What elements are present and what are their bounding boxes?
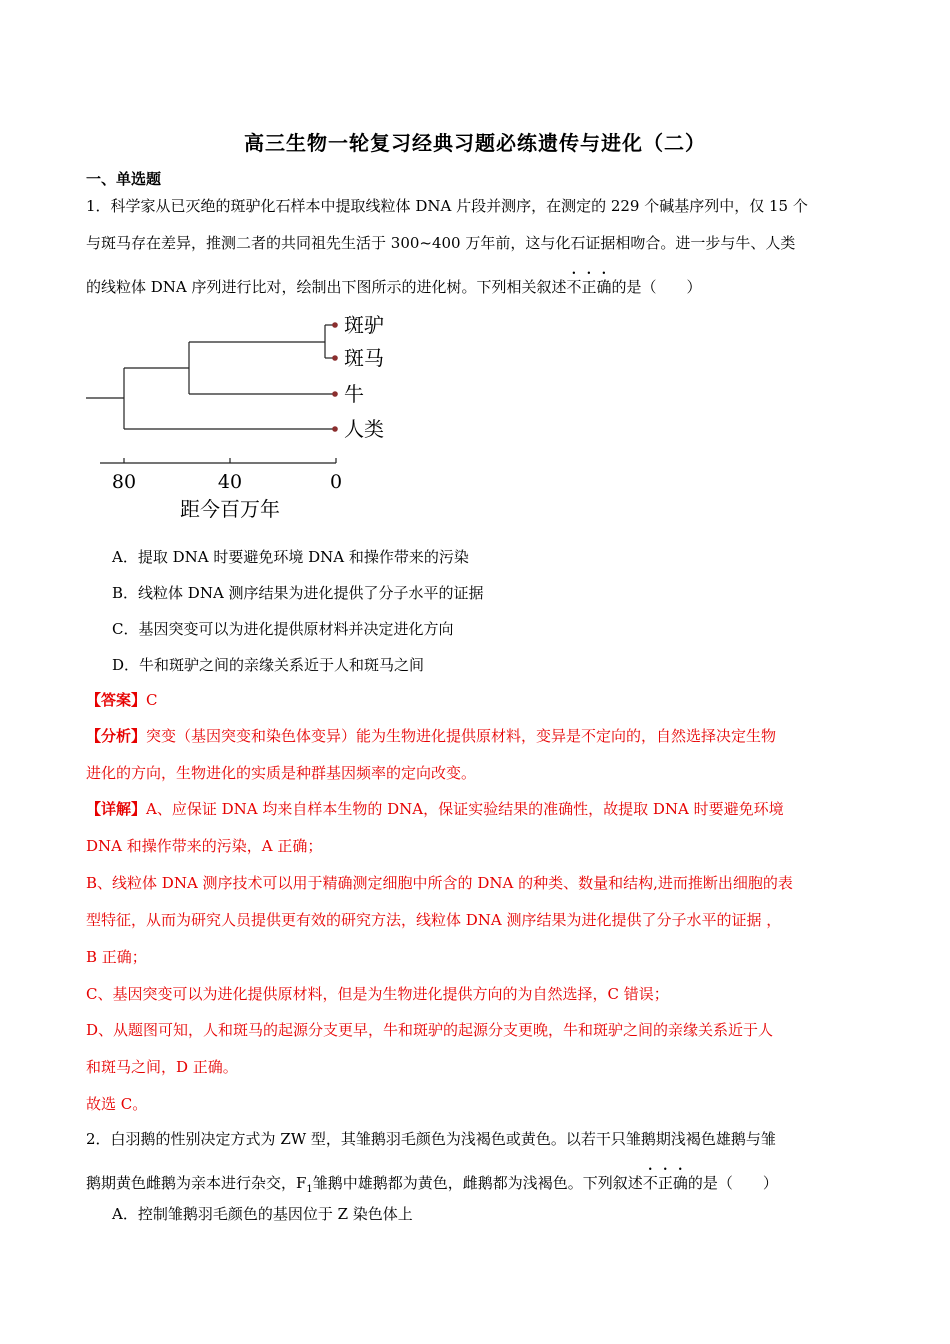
axis-label: 距今百万年 [180,497,280,521]
time-axis [100,458,336,463]
tree-leaf-label: 斑马 [344,346,384,370]
q1-detail-d-line-1: D、从题图可知，人和斑马的起源分支更早，牛和斑驴的起源分支更晚，牛和斑驴之间的亲缘关系近于人 [86,1021,774,1039]
evolution-tree-figure [80,300,410,525]
leaf-dot [332,391,338,397]
analysis-tag: 【分析】 [86,727,147,745]
q1-analysis-line-2: 进化的方向，生物进化的实质是种群基因频率的定向改变。 [86,764,477,782]
q1-stem-line-1: 1．科学家从已灭绝的斑驴化石样本中提取线粒体 DNA 片段并测序，在测定的 229 个碱基序列中，仅 15 个 [86,197,808,215]
q2-stem-line-2 [86,1165,778,1195]
page-title: 高三生物一轮复习经典习题必练遗传与进化（二） [244,131,706,155]
answer-value: C [146,691,158,709]
q1-conclusion: 故选 C。 [86,1095,148,1113]
leaf-dot [332,322,338,328]
q1-detail-d-line-2: 和斑马之间，D 正确。 [86,1058,238,1076]
q1-detail-b-line-3: B 正确； [86,948,147,966]
q2-stem-line-2-pre: 鹅期黄色雌鹅为亲本进行杂交，F [86,1174,307,1192]
q1-analysis-line-1 [86,725,776,746]
tree-leaf-label: 人类 [344,417,384,441]
section-heading: 一、单选题 [86,170,162,188]
q1-option-b: B．线粒体 DNA 测序结果为进化提供了分子水平的证据 [112,584,484,602]
analysis-text: 突变（基因突变和染色体变异）能为生物进化提供原材料，变异是不定向的，自然选择决定生物 [146,727,777,745]
leaf-dot [332,355,338,361]
q1-detail-b-line-2: 型特征，从而为研究人员提供更有效的研究方法，线粒体 DNA 测序结果为进化提供了分子水平的证据 ， [86,911,782,929]
detail-tag: 【详解】 [86,800,147,818]
detail-text: A、应保证 DNA 均来自样本生物的 DNA，保证实验结果的准确性，故提取 DNA 时要避免环境 [146,800,784,818]
answer-tag: 【答案】 [86,691,147,709]
q1-detail-a-line-1 [86,798,784,819]
axis-tick-label: 0 [329,471,343,493]
q1-emphasis: 不正确 [566,278,612,296]
q2-option-a: A．控制雏鹅羽毛颜色的基因位于 Z 染色体上 [112,1205,413,1223]
q2-stem-line-2-mid: 雏鹅中雄鹅都为黄色，雌鹅都为浅褐色。下列叙述 [312,1174,643,1192]
q1-detail-b-line-1: B、线粒体 DNA 测序技术可以用于精确测定细胞中所含的 DNA 的种类、数量和结构,进而推断出细胞的表 [86,874,793,892]
q1-stem-line-3 [86,269,702,297]
q2-subscript: 1 [306,1184,313,1195]
q1-option-a: A．提取 DNA 时要避免环境 DNA 和操作带来的污染 [112,548,469,566]
q2-emphasis: 不正确 [642,1174,688,1192]
q1-answer [86,689,158,710]
tree-leaf-dots [332,322,338,432]
q1-option-d: D．牛和斑驴之间的亲缘关系近于人和斑马之间 [112,656,425,674]
axis-tick-label: 40 [217,471,243,493]
tree-leaf-label: 斑驴 [344,313,384,337]
tree-branches [86,325,334,429]
q1-detail-a-line-2: DNA 和操作带来的污染，A 正确； [86,837,323,855]
q1-stem-line-2: 与斑马存在差异，推测二者的共同祖先生活于 300~400 万年前，这与化石证据相吻合。进一步与牛、人类 [86,234,796,252]
q1-stem-line-3-post: 的是（ ） [611,278,702,296]
q1-stem-line-3-pre: 的线粒体 DNA 序列进行比对，绘制出下图所示的进化树。下列相关叙述 [86,278,567,296]
q2-stem-line-2-post: 的是（ ） [687,1174,778,1192]
q2-stem-line-1: 2．白羽鹅的性别决定方式为 ZW 型，其雏鹅羽毛颜色为浅褐色或黄色。以若干只雏鹅期浅褐色雄鹅与雏 [86,1130,776,1148]
tree-leaf-label: 牛 [344,382,364,406]
axis-tick-label: 80 [111,471,137,493]
q1-option-c: C．基因突变可以为进化提供原材料并决定进化方向 [112,620,454,638]
q1-detail-c: C、基因突变可以为进化提供原材料，但是为生物进化提供方向的为自然选择，C 错误； [86,985,669,1003]
leaf-dot [332,426,338,432]
